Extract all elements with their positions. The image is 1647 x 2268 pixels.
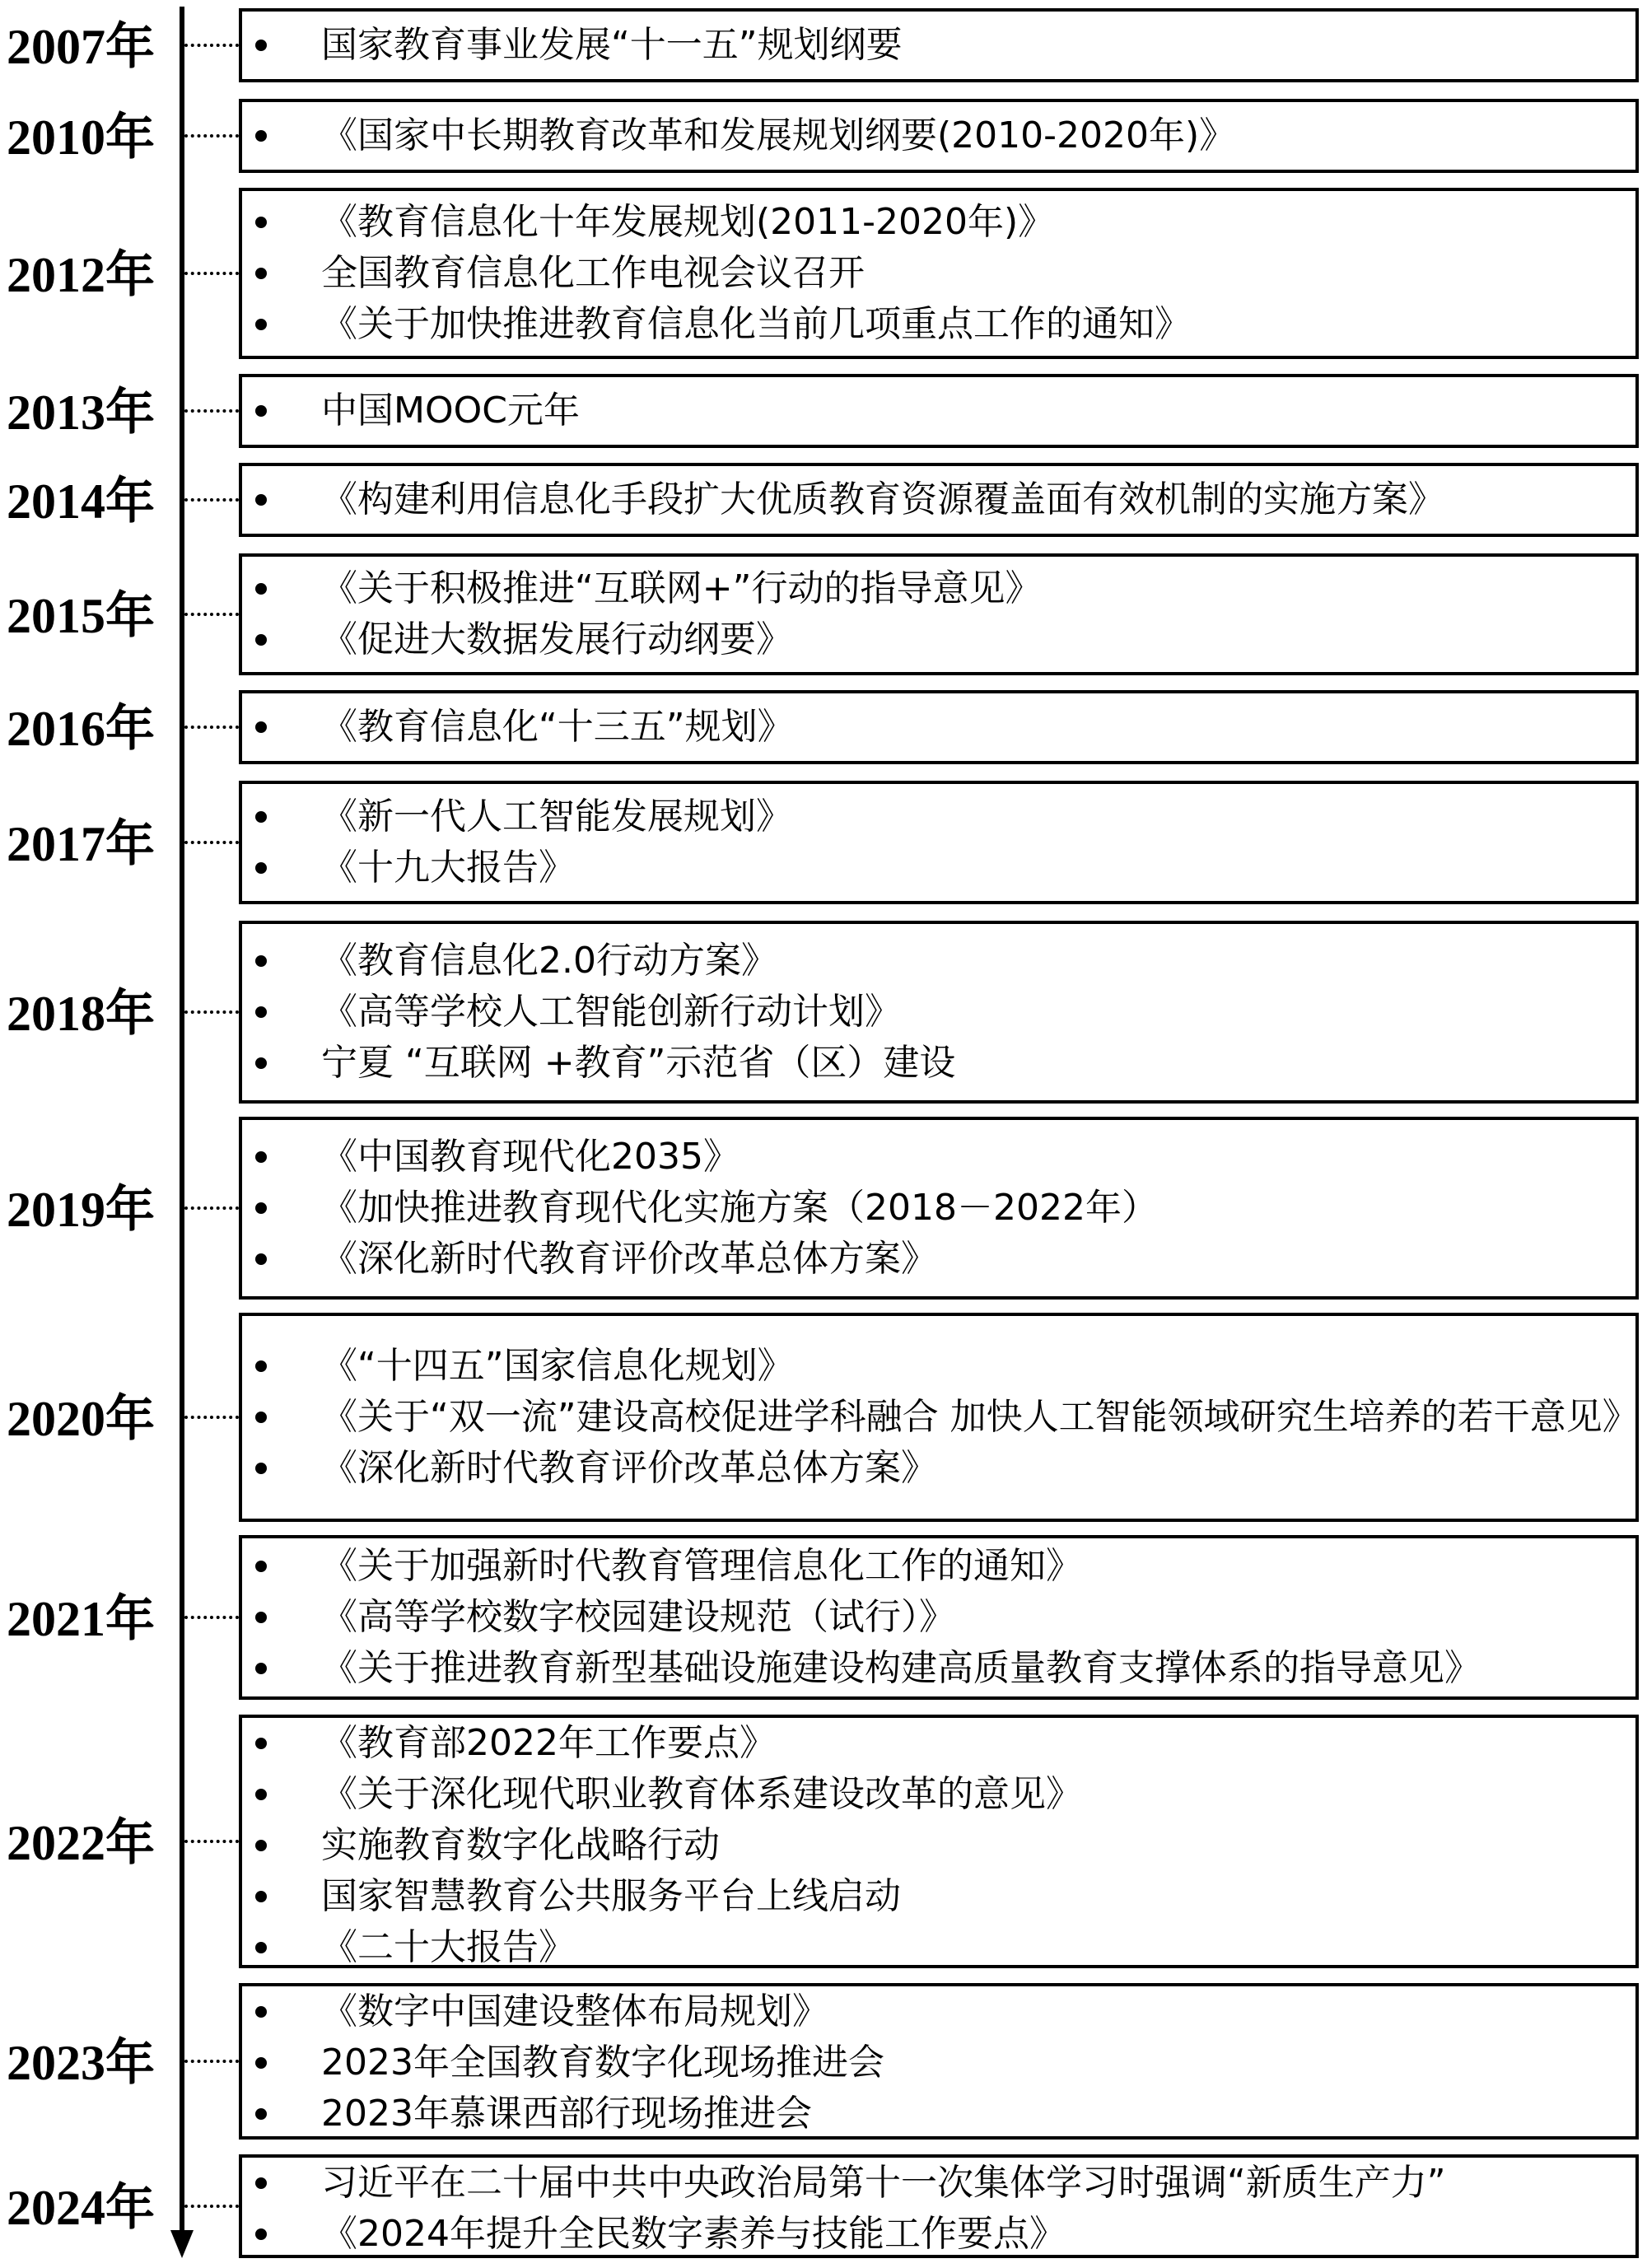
event-box [239, 921, 1639, 1104]
event-item [242, 1038, 1635, 1089]
bullet-icon [255, 1006, 267, 1018]
event-item [242, 702, 1635, 753]
event-list [242, 191, 1635, 350]
year-label: 2017年 [7, 817, 155, 871]
event-text: 《2024年提升全民数字素养与技能工作要点》 [321, 2213, 1066, 2255]
event-list [242, 1538, 1635, 1694]
event-text: 全国教育信息化工作电视会议召开 [321, 252, 865, 294]
event-text: 《教育信息化“十三五”规划》 [321, 706, 794, 748]
event-text: 《教育信息化2.0行动方案》 [321, 940, 777, 982]
event-list [242, 2158, 1635, 2260]
event-text: 《高等学校数字校园建设规范（试行）》 [321, 1596, 955, 1638]
event-item [242, 1820, 1635, 1871]
event-box [239, 690, 1639, 764]
event-box [239, 1983, 1639, 2140]
event-text: 国家智慧教育公共服务平台上线启动 [321, 1875, 901, 1917]
event-list [242, 693, 1635, 753]
event-box [239, 1535, 1639, 1700]
event-item [242, 1718, 1635, 1769]
event-item [242, 2209, 1635, 2260]
event-text: 实施教育数字化战略行动 [321, 1824, 720, 1866]
year-label: 2020年 [7, 1392, 155, 1446]
bullet-icon [255, 811, 267, 823]
event-item [242, 2088, 1635, 2140]
event-item [242, 110, 1635, 161]
event-item [242, 936, 1635, 987]
event-text: 《深化新时代教育评价改革总体方案》 [321, 1447, 937, 1489]
event-item [242, 1871, 1635, 1922]
event-text: 《“十四五”国家信息化规划》 [321, 1345, 794, 1387]
bullet-icon [255, 2108, 267, 2120]
event-text: 《教育部2022年工作要点》 [321, 1722, 776, 1764]
year-label: 2014年 [7, 474, 155, 529]
event-box [239, 8, 1639, 82]
bullet-icon [255, 1942, 267, 1953]
bullet-icon [255, 2177, 267, 2189]
event-list [242, 1120, 1635, 1285]
bullet-icon [255, 1253, 267, 1265]
bullet-icon [255, 217, 267, 228]
event-item [242, 1443, 1635, 1494]
year-connector [184, 1010, 239, 1014]
event-box [239, 1117, 1639, 1300]
event-text: 2023年慕课西部行现场推进会 [321, 2093, 812, 2135]
event-box [239, 1715, 1639, 1968]
event-text: 《深化新时代教育评价改革总体方案》 [321, 1238, 937, 1280]
event-item [242, 1541, 1635, 1592]
bullet-icon [255, 40, 267, 51]
year-label: 2021年 [7, 1592, 155, 1646]
bullet-icon [255, 1789, 267, 1800]
timeline-arrowhead [170, 2230, 194, 2258]
bullet-icon [255, 583, 267, 595]
year-label: 2015年 [7, 589, 155, 643]
event-item [242, 987, 1635, 1038]
year-connector [184, 498, 239, 502]
event-box [239, 553, 1639, 675]
event-list [242, 466, 1635, 525]
bullet-icon [255, 130, 267, 142]
year-connector [184, 1206, 239, 1210]
event-list [242, 1718, 1635, 1973]
event-item [242, 1922, 1635, 1973]
event-text: 《关于深化现代职业教育体系建设改革的意见》 [321, 1773, 1082, 1815]
bullet-icon [255, 268, 267, 279]
timeline-axis [180, 7, 184, 2235]
event-item [242, 474, 1635, 525]
event-item [242, 1341, 1635, 1392]
bullet-icon [255, 1202, 267, 1214]
year-label: 2022年 [7, 1816, 155, 1870]
event-box [239, 374, 1639, 448]
event-box [239, 188, 1639, 359]
bullet-icon [255, 1360, 267, 1372]
year-label: 2013年 [7, 385, 155, 440]
event-item [242, 1392, 1639, 1443]
bullet-icon [255, 862, 267, 874]
bullet-icon [255, 721, 267, 733]
year-connector [184, 2060, 239, 2063]
bullet-icon [255, 1463, 267, 1474]
year-connector [184, 272, 239, 275]
event-list [242, 557, 1635, 665]
year-connector [184, 613, 239, 616]
event-item [242, 2158, 1635, 2209]
bullet-icon [255, 1412, 267, 1423]
year-label: 2010年 [7, 110, 155, 165]
bullet-icon [255, 1561, 267, 1572]
year-label: 2007年 [7, 20, 155, 74]
event-item [242, 1183, 1635, 1234]
event-item [242, 563, 1635, 614]
event-text: 宁夏 “互联网 +教育”示范省（区）建设 [321, 1042, 956, 1084]
event-item [242, 1986, 1635, 2037]
event-text: 习近平在二十届中共中央政治局第十一次集体学习时强调“新质生产力” [321, 2162, 1446, 2204]
year-label: 2019年 [7, 1183, 155, 1237]
event-list [242, 924, 1635, 1089]
event-text: 《国家中长期教育改革和发展规划纲要(2010-2020年)》 [321, 114, 1236, 156]
year-connector [184, 841, 239, 844]
year-connector [184, 1416, 239, 1419]
bullet-icon [255, 1057, 267, 1069]
event-text: 《中国教育现代化2035》 [321, 1136, 740, 1178]
year-label: 2018年 [7, 987, 155, 1041]
event-text: 《十九大报告》 [321, 847, 575, 889]
event-box [239, 99, 1639, 173]
event-list [242, 377, 1635, 436]
bullet-icon [255, 1663, 267, 1674]
bullet-icon [255, 1612, 267, 1623]
event-text: 《教育信息化十年发展规划(2011-2020年)》 [321, 201, 1055, 243]
event-text: 《关于推进教育新型基础设施建设构建高质量教育支撑体系的指导意见》 [321, 1647, 1481, 1689]
bullet-icon [255, 1840, 267, 1851]
event-text: 《关于“双一流”建设高校促进学科融合 加快人工智能领域研究生培养的若干意见》 [321, 1396, 1639, 1438]
event-list [242, 1986, 1635, 2140]
event-item [242, 1643, 1635, 1694]
event-item [242, 385, 1635, 436]
year-connector [184, 1840, 239, 1843]
bullet-icon [255, 2006, 267, 2018]
bullet-icon [255, 1891, 267, 1902]
year-connector [184, 409, 239, 413]
event-item [242, 1592, 1635, 1643]
year-connector [184, 134, 239, 138]
bullet-icon [255, 1738, 267, 1749]
bullet-icon [255, 494, 267, 506]
event-list [242, 784, 1635, 894]
event-item [242, 197, 1635, 248]
event-text: 2023年全国教育数字化现场推进会 [321, 2042, 884, 2084]
event-text: 《新一代人工智能发展规划》 [321, 796, 792, 838]
event-list [242, 1316, 1639, 1494]
event-text: 《数字中国建设整体布局规划》 [321, 1990, 828, 2032]
event-text: 《二十大报告》 [321, 1926, 575, 1968]
event-text: 国家教育事业发展“十一五”规划纲要 [321, 24, 903, 66]
event-item [242, 248, 1635, 299]
event-text: 《构建利用信息化手段扩大优质教育资源覆盖面有效机制的实施方案》 [321, 478, 1444, 520]
year-label: 2016年 [7, 702, 155, 756]
event-item [242, 791, 1635, 842]
year-connector [184, 44, 239, 47]
event-text: 《关于加快推进教育信息化当前几项重点工作的通知》 [321, 303, 1191, 345]
event-item [242, 299, 1635, 350]
year-label: 2012年 [7, 248, 155, 302]
event-box [239, 1313, 1639, 1522]
event-item [242, 1234, 1635, 1285]
event-box [239, 781, 1639, 904]
bullet-icon [255, 634, 267, 646]
year-connector [184, 2205, 239, 2208]
event-item [242, 614, 1635, 665]
year-label: 2024年 [7, 2181, 155, 2235]
year-connector [184, 1616, 239, 1619]
event-text: 《促进大数据发展行动纲要》 [321, 618, 792, 660]
event-text: 《加快推进教育现代化实施方案（2018－2022年） [321, 1187, 1158, 1229]
bullet-icon [255, 2057, 267, 2069]
event-item [242, 1769, 1635, 1820]
year-connector [184, 726, 239, 729]
event-text: 《关于加强新时代教育管理信息化工作的通知》 [321, 1545, 1082, 1587]
event-box [239, 463, 1639, 537]
event-box [239, 2154, 1639, 2258]
event-item [242, 1132, 1635, 1183]
event-text: 《关于积极推进“互联网+”行动的指导意见》 [321, 567, 1042, 609]
event-list [242, 12, 1635, 71]
bullet-icon [255, 2228, 267, 2240]
event-list [242, 102, 1635, 161]
bullet-icon [255, 405, 267, 417]
event-text: 《高等学校人工智能创新行动计划》 [321, 991, 901, 1033]
bullet-icon [255, 319, 267, 330]
event-item [242, 842, 1635, 894]
bullet-icon [255, 955, 267, 967]
event-text: 中国MOOC元年 [321, 390, 580, 432]
year-label: 2023年 [7, 2036, 155, 2090]
bullet-icon [255, 1151, 267, 1163]
event-item [242, 2037, 1635, 2088]
event-item [242, 20, 1635, 71]
